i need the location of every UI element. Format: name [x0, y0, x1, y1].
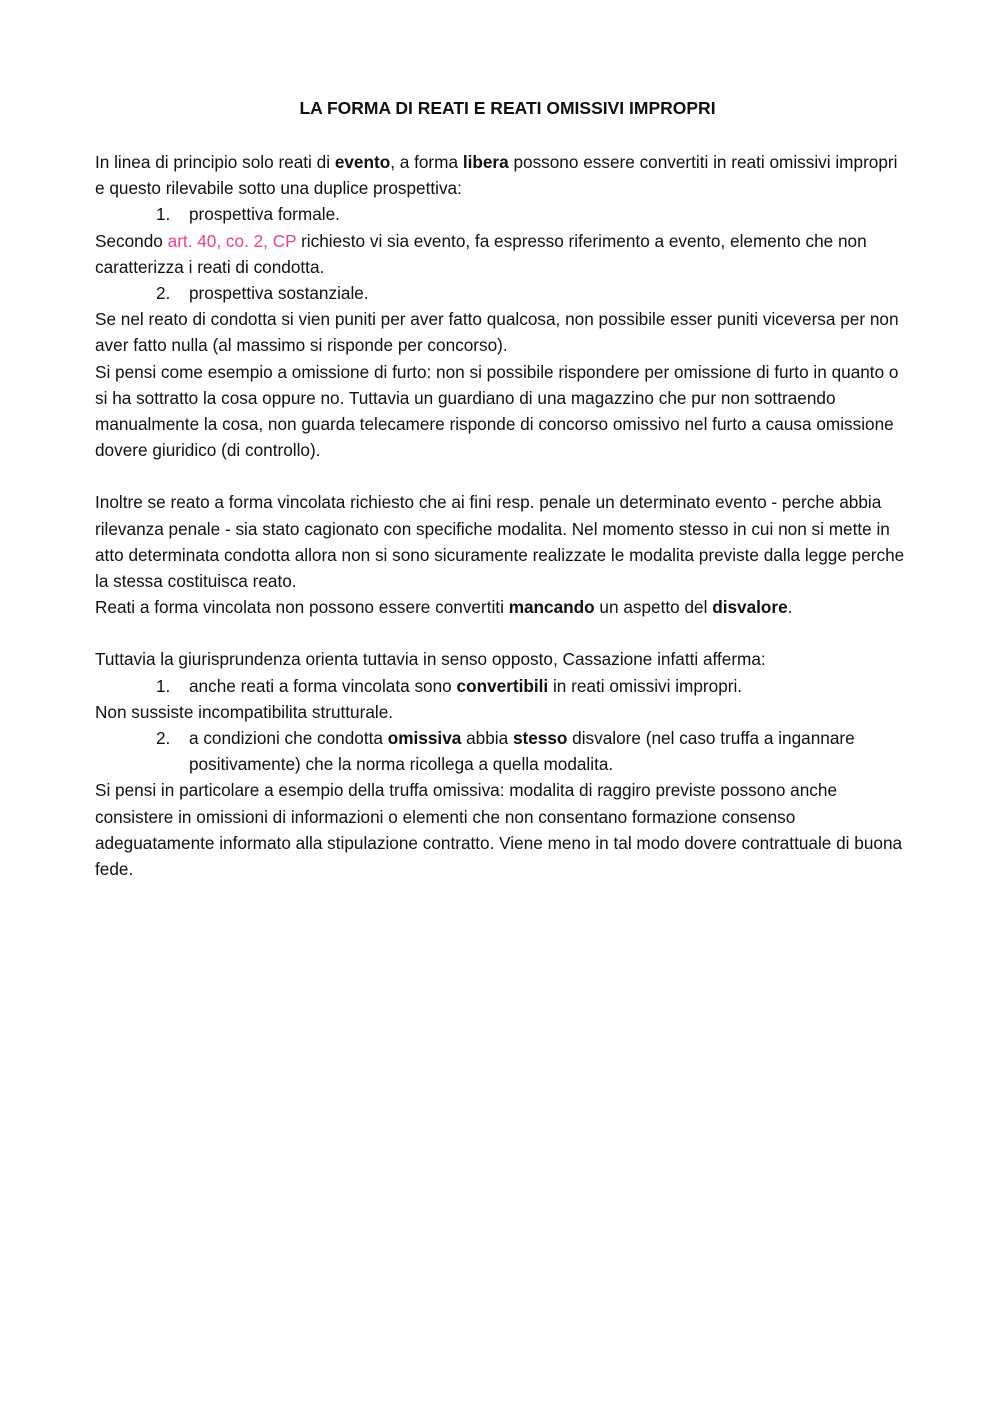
paragraph-secondo	[95, 228, 910, 280]
list-number: 2.	[156, 283, 171, 304]
bold-term-mancando: mancando	[508, 597, 595, 618]
text-run: .	[787, 597, 793, 618]
list-item-prospettiva-sostanziale	[95, 280, 910, 306]
list-item-condizioni	[95, 725, 910, 777]
bold-term-convertibili: convertibili	[456, 675, 549, 696]
text-run: in reati omissivi impropri.	[548, 675, 743, 696]
paragraph-giurisprudenza: Tuttavia la giurisprundenza orienta tuttavia in senso opposto, Cassazione infatti afferma:	[95, 649, 766, 670]
text-run: richiesto vi sia evento, fa espresso riferimento a evento, elemento che non caratterizza i reati di condotta.	[95, 230, 867, 277]
paragraph-gap	[95, 620, 910, 646]
text-run: Reati a forma vincolata non possono essere convertiti	[95, 597, 509, 618]
bold-term-libera: libera	[462, 152, 509, 172]
paragraph-reato-condotta: Se nel reato di condotta si vien puniti per aver fatto qualcosa, non possibile esser puniti viceversa per non aver fatto nulla (al massimo si risponde per concorso).	[95, 309, 899, 356]
bold-term-stesso: stesso	[512, 728, 568, 749]
list-number: 1.	[156, 204, 171, 225]
paragraph-incompatibilita: Non sussiste incompatibilita strutturale.	[95, 701, 394, 722]
bold-term-evento: evento	[334, 152, 391, 172]
bold-term-omissiva: omissiva	[387, 728, 462, 749]
list-number: 1.	[156, 675, 171, 696]
paragraph-gap	[95, 463, 910, 489]
paragraph-truffa-omissiva: Si pensi in particolare a esempio della truffa omissiva: modalita di raggiro previste possono anche consistere in omissioni di informazioni o elementi che non consentano formazione consenso adeguatamente informato alla stipulazione contratto. Viene meno in tal modo dovere contrattuale di buona fede.	[95, 780, 903, 880]
paragraph-forma-vincolata: Inoltre se reato a forma vincolata richiesto che ai fini resp. penale un determinato evento - perche abbia rilevanza penale - sia stato cagionato con specifiche modalita. Nel momento stesso in cui non si mette in atto determinata condotta allora non si sono sicuramente realizzate le modalita previste dalla legge perche la stessa costituisca reato.	[95, 492, 905, 592]
text-run: , a forma	[390, 152, 463, 172]
list-item-text: prospettiva sostanziale.	[189, 283, 369, 304]
list-item-prospettiva-formale	[95, 201, 910, 227]
paragraph-reati-vincolata	[95, 594, 910, 620]
list-number: 2.	[156, 728, 171, 749]
list-item-convertibili	[95, 673, 910, 699]
text-run: possono essere convertiti in reati omissivi impropri e questo rilevabile sotto una duplice prospettiva:	[95, 152, 898, 199]
document-body	[95, 95, 910, 882]
bold-term-disvalore: disvalore	[712, 597, 788, 618]
article-reference-link[interactable]: art. 40, co. 2, CP	[167, 230, 297, 251]
paragraph-esempio-furto: Si pensi come esempio a omissione di furto: non si possibile rispondere per omissione di furto in quanto o si ha sottratto la cosa oppure no. Tuttavia un guardiano di una magazzino che pur non sottraendo manualmente la cosa, non guarda telecamere risponde di concorso omissivo nel furto a causa omissione dovere giuridico (di controllo).	[95, 361, 899, 461]
text-run: Secondo	[95, 230, 168, 251]
text-run: a condizioni che condotta	[189, 728, 388, 749]
text-run: abbia	[461, 728, 513, 749]
text-run: un aspetto del	[594, 597, 713, 618]
document-title: LA FORMA DI REATI E REATI OMISSIVI IMPROPRI	[299, 98, 716, 118]
paragraph-intro	[95, 149, 910, 201]
text-run: In linea di principio solo reati di	[95, 152, 335, 172]
text-run: anche reati a forma vincolata sono	[189, 675, 457, 696]
list-item-text: prospettiva formale.	[189, 204, 340, 225]
text-run: disvalore (nel caso truffa a ingannare positivamente) che la norma ricollega a quella modalita.	[189, 728, 855, 775]
